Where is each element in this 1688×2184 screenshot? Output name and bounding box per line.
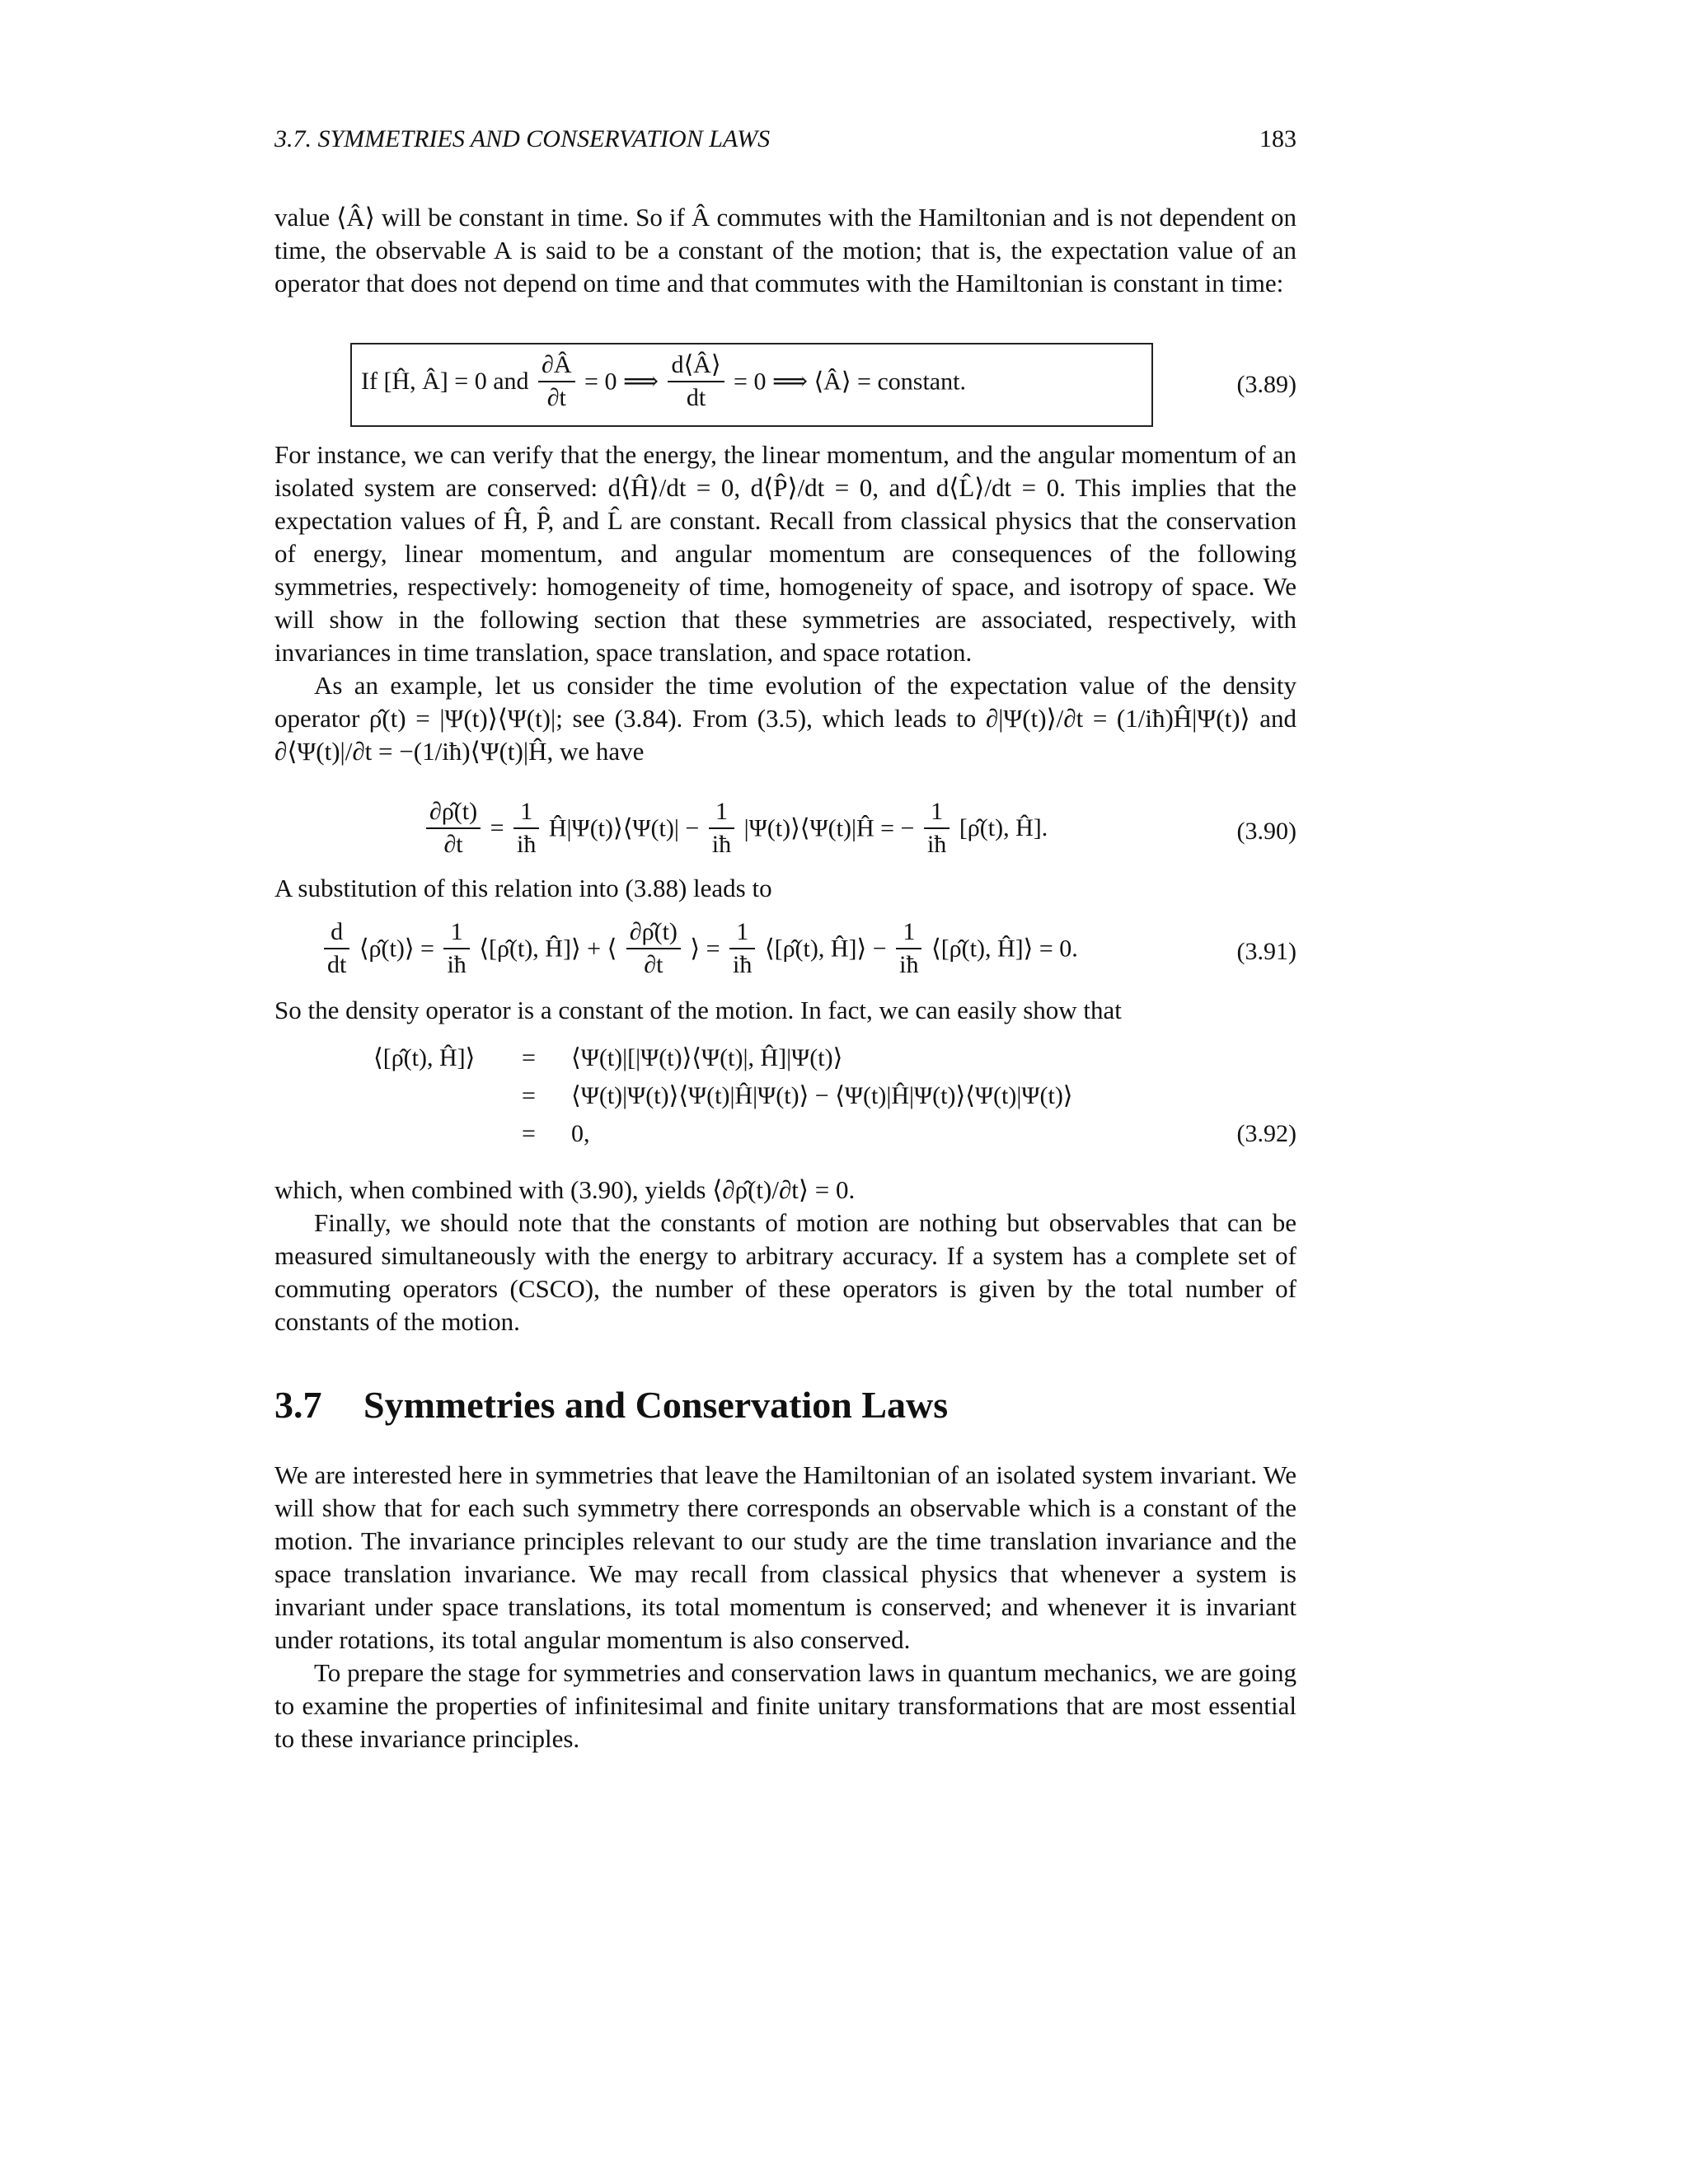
eq389-tail: = 0 ⟹ ⟨Â⟩ = constant.	[734, 368, 966, 396]
eq389-frac-1: $\frac{\partial Â}{\partial t}$	[538, 349, 575, 414]
section-number: 3.7	[274, 1384, 322, 1426]
paragraph-5	[274, 994, 1296, 1027]
paragraph-4-text: A substitution of this relation into (3.88) leads to	[274, 874, 772, 902]
section-heading	[274, 1383, 948, 1427]
paragraph-4	[274, 872, 1296, 905]
eq389-frac-2: $\frac{d⟨Â⟩}{dt}$	[668, 349, 724, 414]
paragraph-2-text: For instance, we can verify that the energy, the linear momentum, and the angular momentum of an isolated system are conserved: d⟨Ĥ⟩/dt = 0, d⟨P̂⟩/dt = 0, and d⟨L̂⟩/dt = 0. This implies that the expectation values of Ĥ, P̂, and L̂ are constant. Recall from classical physics that the conservation of energy, linear momentum, and angular momentum are consequences of the following symmetries, respectively: homogeneity of time, homogeneity of space, and isotropy of space. We will show in the following section that these symmetries are associated, respectively, with invariances in time translation, space translation, and space rotation.	[274, 440, 1296, 667]
paragraph-3-text: As an example, let us consider the time evolution of the expectation value of the density operator ρ̂(t) = |Ψ(t)⟩⟨Ψ(t)|; see (3.84). From (3.5), which leads to ∂|Ψ(t)⟩/∂t = (1/iħ)Ĥ|Ψ(t)⟩ and ∂⟨Ψ(t)|/∂t = −(1/iħ)⟨Ψ(t)|Ĥ, we have	[274, 671, 1296, 766]
paragraph-6	[274, 1174, 1296, 1338]
eq389-mid: = 0 ⟹	[584, 368, 659, 396]
section-title: Symmetries and Conservation Laws	[363, 1384, 949, 1426]
paragraph-8	[274, 1459, 1296, 1755]
paragraph-8-text: We are interested here in symmetries that leave the Hamiltonian of an isolated system invariant. We will show that for each such symmetry there corresponds an observable which is a constant of the motion. The invariance principles relevant to our study are the time translation invariance and the space translation invariance. We may recall from classical physics that whenever a system is invariant under space translations, its total momentum is conserved; and whenever it is invariant under rotations, its total angular momentum is also conserved.	[274, 1460, 1296, 1654]
paragraph-5-text: So the density operator is a constant of the motion. In fact, we can easily show that	[274, 996, 1122, 1024]
paragraph-1	[274, 201, 1296, 300]
paragraph-1-text: value ⟨Â⟩ will be constant in time. So if Â commutes with the Hamiltonian and is not dependent on time, the observable A is said to be a constant of the motion; that is, the expectation value of an operator that does not depend on time and that commutes with the Hamiltonian is constant in time:	[274, 203, 1296, 298]
page-number: 183	[1259, 125, 1296, 152]
equation-3-89	[274, 346, 1296, 422]
paragraph-2	[274, 438, 1296, 768]
paragraph-9-text: To prepare the stage for symmetries and conservation laws in quantum mechanics, we are going to examine the properties of infinitesimal and finite unitary transformations that are most essential to these invariance principles.	[274, 1658, 1296, 1753]
running-header	[274, 125, 1296, 162]
running-title: 3.7. SYMMETRIES AND CONSERVATION LAWS	[274, 125, 771, 152]
equation-number: (3.90)	[1236, 818, 1296, 845]
equation-3-90: $\frac{\partial\rhô(t)}{\partial t}$ = $\frac{1}{iħ}$ Ĥ|Ψ(t)⟩⟨Ψ(t)| − $\frac{1}{iħ}$ |Ψ(t)⟩⟨Ψ(t)|Ĥ = − $\frac{1}{iħ}$ [ρ̂(t), Ĥ]. (3.90)	[274, 796, 1296, 870]
equation-number: (3.92)	[1236, 1120, 1296, 1147]
paragraph-6-text: which, when combined with (3.90), yields ⟨∂ρ̂(t)/∂t⟩ = 0.	[274, 1175, 856, 1204]
equation-3-91: $\frac{d}{dt}$ ⟨ρ̂(t)⟩ = $\frac{1}{iħ}$ ⟨[ρ̂(t), Ĥ]⟩ + ⟨ $\frac{\partial\rhô(t)}{\partial t}$ ⟩ = $\frac{1}{iħ}$ ⟨[ρ̂(t), Ĥ]⟩ − $\frac{1}{iħ}$ ⟨[ρ̂(t), Ĥ]⟩ = 0. (3.91)	[274, 916, 1296, 991]
paragraph-7-text: Finally, we should note that the constants of motion are nothing but observables that can be measured simultaneously with the energy to arbitrary accuracy. If a system has a complete set of commuting operators (CSCO), the number of these operators is given by the total number of constants of the motion.	[274, 1208, 1296, 1336]
equation-number: (3.91)	[1236, 938, 1296, 965]
equation-3-92: ⟨[ρ̂(t), Ĥ]⟩ = ⟨Ψ(t)|[|Ψ(t)⟩⟨Ψ(t)|, Ĥ]|Ψ(t)⟩ = ⟨Ψ(t)|Ψ(t)⟩⟨Ψ(t)|Ĥ|Ψ(t)⟩ − ⟨Ψ(t)|Ĥ|Ψ(t)⟩⟨Ψ(t)|Ψ(t)⟩ = 0, (3.92)	[274, 1040, 1296, 1164]
eq389-lead: If [Ĥ, Â] = 0 and	[361, 368, 529, 395]
equation-number: (3.89)	[1236, 371, 1296, 398]
